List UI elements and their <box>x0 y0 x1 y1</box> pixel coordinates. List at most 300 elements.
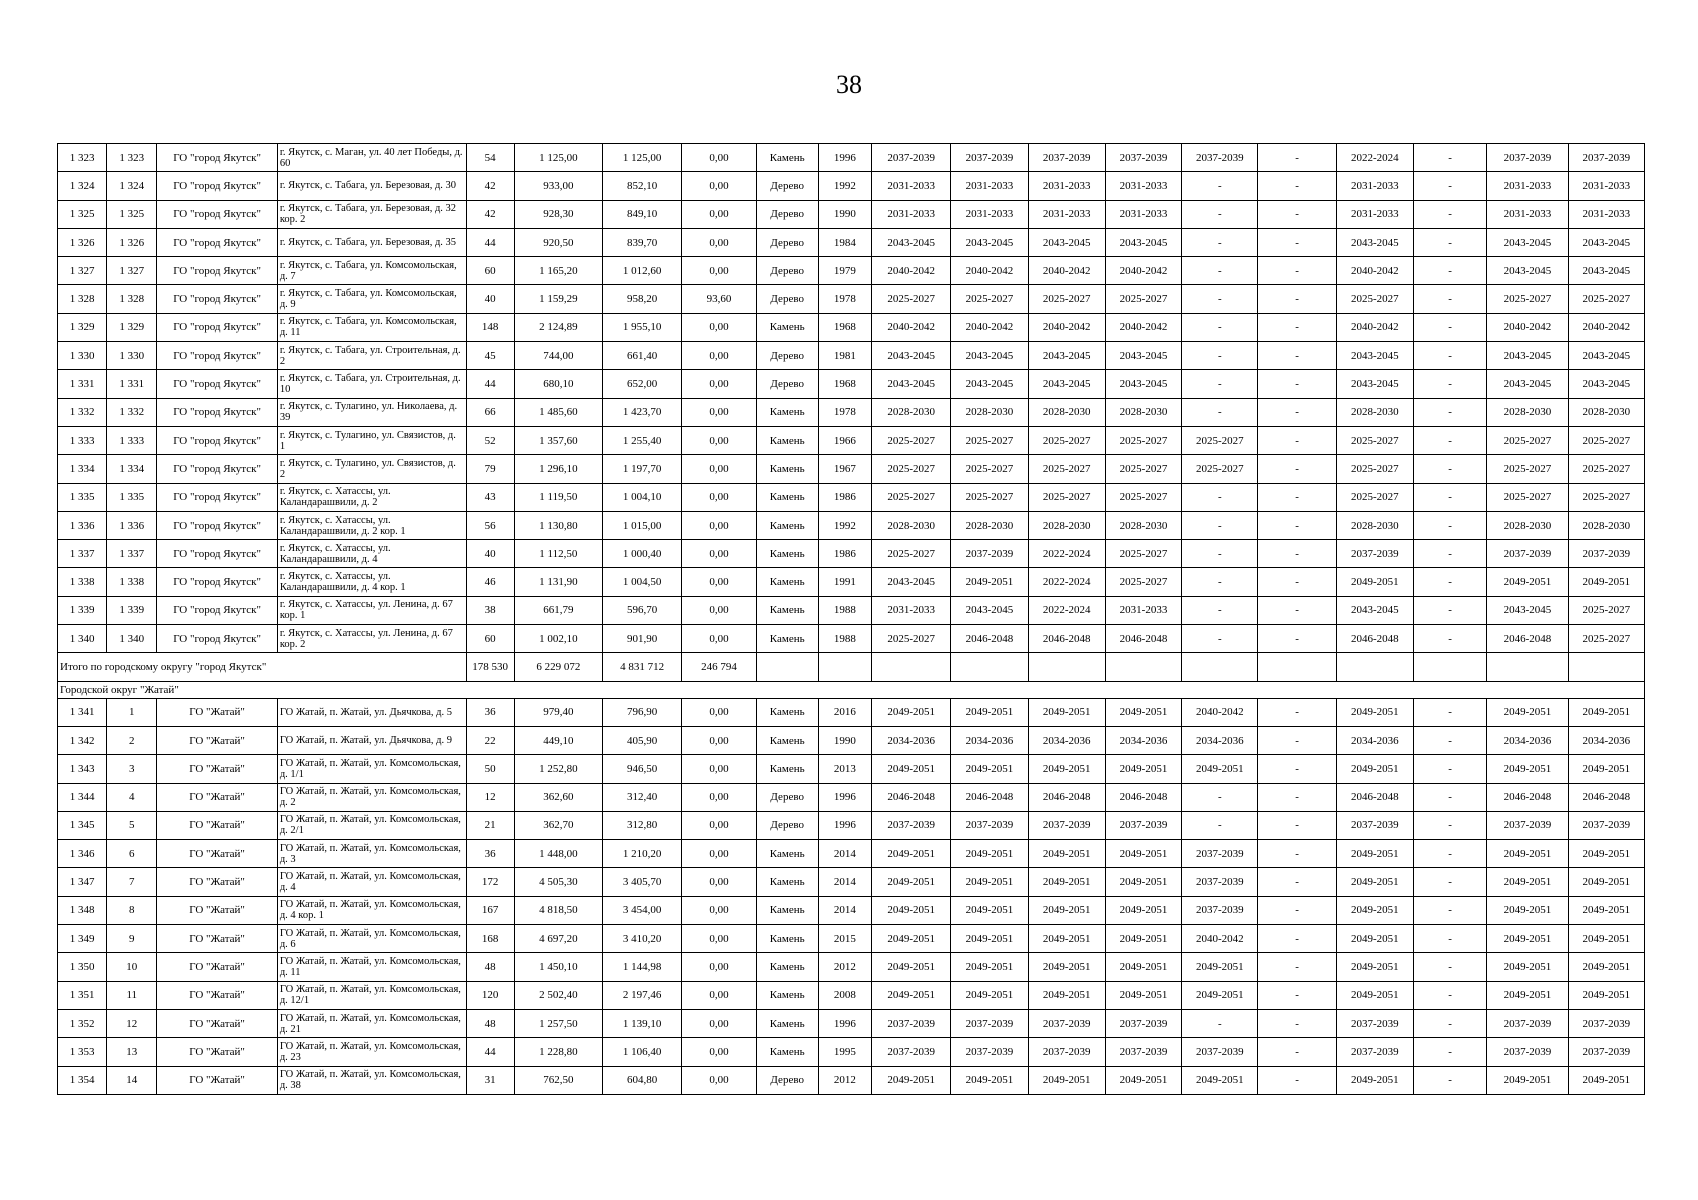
table-cell: 839,70 <box>603 228 682 256</box>
table-cell: 2014 <box>818 868 871 896</box>
table-cell: ГО "город Якутск" <box>157 228 277 256</box>
table-cell: ГО Жатай, п. Жатай, ул. Комсомольская, д. 21 <box>277 1009 466 1037</box>
table-cell: 0,00 <box>682 398 756 426</box>
table-cell: ГО "Жатай" <box>157 868 277 896</box>
table-cell: Дерево <box>756 172 818 200</box>
table-cell: 2049-2051 <box>1336 868 1413 896</box>
table-cell: 2025-2027 <box>1568 483 1644 511</box>
table-row <box>58 698 1645 726</box>
table-cell: 2016 <box>818 698 871 726</box>
table-cell: 2043-2045 <box>1028 342 1105 370</box>
table-row <box>58 1066 1645 1094</box>
table-cell: 21 <box>466 811 514 839</box>
table-cell: 2034-2036 <box>872 726 951 754</box>
table-cell: Дерево <box>756 228 818 256</box>
table-cell: - <box>1413 228 1486 256</box>
table-cell: 2 124,89 <box>514 313 602 341</box>
table-cell: 2049-2051 <box>872 925 951 953</box>
table-cell: 2025-2027 <box>1028 455 1105 483</box>
table-cell: ГО "Жатай" <box>157 698 277 726</box>
total-other-area: 246 794 <box>682 653 756 681</box>
table-cell: 2037-2039 <box>951 540 1028 568</box>
table-cell: - <box>1258 540 1336 568</box>
table-row <box>58 868 1645 896</box>
table-cell: - <box>1413 313 1486 341</box>
table-cell: 1988 <box>818 625 871 653</box>
table-cell: 2043-2045 <box>872 228 951 256</box>
table-cell: 1 351 <box>58 981 107 1009</box>
empty-cell <box>1487 653 1568 681</box>
table-cell: Камень <box>756 455 818 483</box>
table-cell: 2037-2039 <box>1182 144 1258 172</box>
table-cell: 120 <box>466 981 514 1009</box>
empty-cell <box>872 653 951 681</box>
empty-cell <box>1105 653 1181 681</box>
table-cell: 2049-2051 <box>951 953 1028 981</box>
table-cell: 2025-2027 <box>872 540 951 568</box>
table-cell: 1 343 <box>58 755 107 783</box>
table-cell: 1995 <box>818 1038 871 1066</box>
table-cell: 2031-2033 <box>1568 172 1644 200</box>
table-row <box>58 144 1645 172</box>
table-cell: 1990 <box>818 200 871 228</box>
table-cell: 2015 <box>818 925 871 953</box>
table-cell: 93,60 <box>682 285 756 313</box>
table-cell: 1 339 <box>58 596 107 624</box>
table-cell: 2013 <box>818 755 871 783</box>
table-cell: - <box>1258 698 1336 726</box>
table-cell: 0,00 <box>682 313 756 341</box>
table-cell: 6 <box>107 840 157 868</box>
table-cell: ГО "город Якутск" <box>157 625 277 653</box>
table-cell: г. Якутск, с. Маган, ул. 40 лет Победы, д. 60 <box>277 144 466 172</box>
table-cell: 2049-2051 <box>872 698 951 726</box>
table-cell: 42 <box>466 200 514 228</box>
table-cell: 2028-2030 <box>1028 398 1105 426</box>
table-cell: 148 <box>466 313 514 341</box>
table-cell: 2025-2027 <box>1105 483 1181 511</box>
table-cell: 2012 <box>818 1066 871 1094</box>
table-cell: 2037-2039 <box>951 144 1028 172</box>
table-cell: 2037-2039 <box>1487 1009 1568 1037</box>
table-cell: 2049-2051 <box>951 1066 1028 1094</box>
table-cell: 2031-2033 <box>872 172 951 200</box>
table-cell: 1 112,50 <box>514 540 602 568</box>
table-cell: 2040-2042 <box>1182 698 1258 726</box>
table-cell: Камень <box>756 511 818 539</box>
table-cell: - <box>1413 981 1486 1009</box>
table-cell: 2043-2045 <box>1487 342 1568 370</box>
table-cell: 2040-2042 <box>1336 313 1413 341</box>
table-row <box>58 783 1645 811</box>
table-cell: 0,00 <box>682 228 756 256</box>
table-row <box>58 811 1645 839</box>
table-cell: 4 <box>107 783 157 811</box>
table-cell: г. Якутск, с. Табага, ул. Комсомольская, д. 9 <box>277 285 466 313</box>
table-cell: 1 000,40 <box>603 540 682 568</box>
table-cell: Дерево <box>756 257 818 285</box>
table-cell: 1 255,40 <box>603 426 682 454</box>
table-cell: 2049-2051 <box>872 953 951 981</box>
table-cell: 8 <box>107 896 157 924</box>
table-cell: 0,00 <box>682 257 756 285</box>
table-cell: 1979 <box>818 257 871 285</box>
table-cell: 2046-2048 <box>1105 783 1181 811</box>
table-cell: ГО "город Якутск" <box>157 596 277 624</box>
table-cell: 0,00 <box>682 144 756 172</box>
table-cell: 2049-2051 <box>1487 755 1568 783</box>
table-cell: 1 323 <box>58 144 107 172</box>
table-cell: - <box>1413 698 1486 726</box>
table-cell: Камень <box>756 726 818 754</box>
table-cell: 1 324 <box>107 172 157 200</box>
table-cell: 1 <box>107 698 157 726</box>
table-cell: 0,00 <box>682 172 756 200</box>
table-cell: 4 818,50 <box>514 896 602 924</box>
table-cell: 1 197,70 <box>603 455 682 483</box>
table-cell: 2025-2027 <box>1028 483 1105 511</box>
table-cell: - <box>1413 625 1486 653</box>
table-row <box>58 981 1645 1009</box>
table-cell: 2046-2048 <box>872 783 951 811</box>
table-cell: 44 <box>466 1038 514 1066</box>
table-cell: 1 139,10 <box>603 1009 682 1037</box>
table-cell: 2025-2027 <box>1568 426 1644 454</box>
table-cell: 1 325 <box>58 200 107 228</box>
table-cell: 1 336 <box>107 511 157 539</box>
table-cell: 2049-2051 <box>1487 1066 1568 1094</box>
table-cell: 1 327 <box>58 257 107 285</box>
table-cell: - <box>1258 596 1336 624</box>
table-cell: 2049-2051 <box>1487 840 1568 868</box>
table-cell: 1 352 <box>58 1009 107 1037</box>
table-cell: ГО "Жатай" <box>157 811 277 839</box>
table-cell: 2043-2045 <box>1105 370 1181 398</box>
table-cell: 405,90 <box>603 726 682 754</box>
table-cell: 2040-2042 <box>1487 313 1568 341</box>
table-cell: - <box>1413 868 1486 896</box>
table-cell: 2049-2051 <box>1028 698 1105 726</box>
total-residents: 178 530 <box>466 653 514 681</box>
table-cell: 1 485,60 <box>514 398 602 426</box>
table-cell: Камень <box>756 755 818 783</box>
table-cell: 1 332 <box>107 398 157 426</box>
table-cell: 2037-2039 <box>1105 144 1181 172</box>
table-cell: 2049-2051 <box>1182 953 1258 981</box>
table-cell: 1978 <box>818 285 871 313</box>
table-cell: 2037-2039 <box>1028 144 1105 172</box>
table-cell: 2037-2039 <box>1568 1038 1644 1066</box>
table-cell: 2049-2051 <box>1105 925 1181 953</box>
table-cell: 2037-2039 <box>1028 1009 1105 1037</box>
table-cell: 1 004,50 <box>603 568 682 596</box>
table-cell: 2025-2027 <box>872 285 951 313</box>
table-cell: - <box>1413 953 1486 981</box>
table-cell: 2049-2051 <box>1487 925 1568 953</box>
table-cell: ГО Жатай, п. Жатай, ул. Комсомольская, д. 23 <box>277 1038 466 1066</box>
table-cell: 2049-2051 <box>1336 981 1413 1009</box>
table-cell: 2025-2027 <box>951 455 1028 483</box>
table-cell: - <box>1413 342 1486 370</box>
table-cell: ГО "Жатай" <box>157 925 277 953</box>
table-cell: - <box>1413 596 1486 624</box>
table-cell: 2049-2051 <box>1028 953 1105 981</box>
table-cell: 2025-2027 <box>872 625 951 653</box>
table-cell: 2040-2042 <box>872 257 951 285</box>
table-cell: 44 <box>466 370 514 398</box>
table-cell: 762,50 <box>514 1066 602 1094</box>
table-cell: 43 <box>466 483 514 511</box>
table-cell: 920,50 <box>514 228 602 256</box>
table-cell: - <box>1182 172 1258 200</box>
table-cell: 2014 <box>818 840 871 868</box>
table-row <box>58 398 1645 426</box>
table-cell: 1 337 <box>58 540 107 568</box>
table-cell: 2049-2051 <box>1487 953 1568 981</box>
table-cell: 0,00 <box>682 625 756 653</box>
table-cell: 2049-2051 <box>872 755 951 783</box>
table-cell: ГО Жатай, п. Жатай, ул. Комсомольская, д. 38 <box>277 1066 466 1094</box>
table-cell: 2034-2036 <box>1568 726 1644 754</box>
empty-cell <box>951 653 1028 681</box>
table-cell: - <box>1413 568 1486 596</box>
table-cell: 1996 <box>818 783 871 811</box>
table-cell: 2028-2030 <box>1336 398 1413 426</box>
table-cell: 1 257,50 <box>514 1009 602 1037</box>
table-cell: г. Якутск, с. Тулагино, ул. Связистов, д. 1 <box>277 426 466 454</box>
table-cell: г. Якутск, с. Табага, ул. Березовая, д. 35 <box>277 228 466 256</box>
table-cell: 1 345 <box>58 811 107 839</box>
table-cell: 2043-2045 <box>951 596 1028 624</box>
table-cell: 2049-2051 <box>872 1066 951 1094</box>
table-cell: 1 448,00 <box>514 840 602 868</box>
table-cell: 2031-2033 <box>1028 200 1105 228</box>
table-cell: 1996 <box>818 811 871 839</box>
table-cell: 2040-2042 <box>872 313 951 341</box>
table-cell: 11 <box>107 981 157 1009</box>
table-cell: - <box>1413 925 1486 953</box>
table-row <box>58 896 1645 924</box>
table-cell: 7 <box>107 868 157 896</box>
table-cell: 0,00 <box>682 455 756 483</box>
table-cell: 2037-2039 <box>1182 840 1258 868</box>
table-cell: 901,90 <box>603 625 682 653</box>
table-cell: 2049-2051 <box>1336 840 1413 868</box>
table-cell: 1 130,80 <box>514 511 602 539</box>
table-cell: 2049-2051 <box>1568 568 1644 596</box>
table-cell: 0,00 <box>682 868 756 896</box>
table-cell: 2037-2039 <box>1105 1038 1181 1066</box>
table-cell: 2022-2024 <box>1028 568 1105 596</box>
table-cell: 2037-2039 <box>951 811 1028 839</box>
table-cell: 2028-2030 <box>1105 398 1181 426</box>
table-cell: г. Якутск, с. Хатассы, ул. Ленина, д. 67 кор. 2 <box>277 625 466 653</box>
table-cell: 2037-2039 <box>1487 144 1568 172</box>
table-cell: 52 <box>466 426 514 454</box>
table-cell: - <box>1258 755 1336 783</box>
table-cell: 1 252,80 <box>514 755 602 783</box>
section-header: Городской округ "Жатай" <box>58 681 1645 698</box>
table-cell: - <box>1258 981 1336 1009</box>
table-cell: 2049-2051 <box>1105 981 1181 1009</box>
table-cell: ГО "Жатай" <box>157 1009 277 1037</box>
table-cell: 2046-2048 <box>1487 625 1568 653</box>
table-cell: 2040-2042 <box>1028 257 1105 285</box>
table-cell: 1 106,40 <box>603 1038 682 1066</box>
table-cell: 1 228,80 <box>514 1038 602 1066</box>
table-cell: 2037-2039 <box>1487 811 1568 839</box>
table-cell: 2043-2045 <box>951 342 1028 370</box>
table-cell: 2043-2045 <box>872 342 951 370</box>
table-cell: 2028-2030 <box>951 398 1028 426</box>
table-cell: 1992 <box>818 172 871 200</box>
table-row <box>58 172 1645 200</box>
table-cell: ГО "город Якутск" <box>157 172 277 200</box>
table-cell: 2014 <box>818 896 871 924</box>
table-cell: - <box>1413 483 1486 511</box>
table-cell: ГО Жатай, п. Жатай, ул. Дьячкова, д. 9 <box>277 726 466 754</box>
table-cell: 0,00 <box>682 1066 756 1094</box>
table-cell: г. Якутск, с. Хатассы, ул. Каландарашвили, д. 2 <box>277 483 466 511</box>
table-cell: 40 <box>466 540 514 568</box>
table-cell: 2028-2030 <box>1487 398 1568 426</box>
table-cell: 946,50 <box>603 755 682 783</box>
table-cell: 1967 <box>818 455 871 483</box>
table-cell: Камень <box>756 868 818 896</box>
table-cell: 652,00 <box>603 370 682 398</box>
table-cell: 1 328 <box>107 285 157 313</box>
table-cell: 2025-2027 <box>1105 455 1181 483</box>
table-cell: 36 <box>466 840 514 868</box>
table-cell: 2043-2045 <box>951 370 1028 398</box>
table-cell: 2037-2039 <box>872 811 951 839</box>
table-cell: 1 210,20 <box>603 840 682 868</box>
table-cell: 2049-2051 <box>951 868 1028 896</box>
table-cell: 2025-2027 <box>1487 285 1568 313</box>
table-cell: г. Якутск, с. Табага, ул. Строительная, д. 2 <box>277 342 466 370</box>
table-cell: 796,90 <box>603 698 682 726</box>
table-cell: 2037-2039 <box>1568 811 1644 839</box>
table-cell: 596,70 <box>603 596 682 624</box>
table-cell: 2049-2051 <box>1568 755 1644 783</box>
table-cell: - <box>1258 726 1336 754</box>
table-cell: 362,70 <box>514 811 602 839</box>
table-cell: Камень <box>756 981 818 1009</box>
table-cell: 2 <box>107 726 157 754</box>
table-cell: Камень <box>756 313 818 341</box>
table-cell: 1 015,00 <box>603 511 682 539</box>
table-cell: 2031-2033 <box>1105 172 1181 200</box>
table-cell: 2025-2027 <box>1028 285 1105 313</box>
table-cell: - <box>1413 1009 1486 1037</box>
table-cell: 2049-2051 <box>1182 981 1258 1009</box>
zhatay-rows <box>58 698 1645 1094</box>
table-cell: 1 159,29 <box>514 285 602 313</box>
table-cell: 2049-2051 <box>1105 698 1181 726</box>
table-cell: - <box>1182 483 1258 511</box>
table-cell: - <box>1182 370 1258 398</box>
table-cell: 1 330 <box>107 342 157 370</box>
table-cell: 2037-2039 <box>1336 811 1413 839</box>
table-cell: 2028-2030 <box>1568 398 1644 426</box>
table-cell: 2049-2051 <box>1336 1066 1413 1094</box>
table-cell: 2031-2033 <box>872 200 951 228</box>
table-cell: 2049-2051 <box>1336 698 1413 726</box>
table-cell: 1984 <box>818 228 871 256</box>
table-cell: ГО "Жатай" <box>157 783 277 811</box>
table-cell: 48 <box>466 953 514 981</box>
table-cell: 1 335 <box>107 483 157 511</box>
table-cell: 1 334 <box>58 455 107 483</box>
table-cell: ГО "город Якутск" <box>157 257 277 285</box>
table-cell: 1 327 <box>107 257 157 285</box>
table-cell: 661,40 <box>603 342 682 370</box>
table-cell: - <box>1258 172 1336 200</box>
table-cell: 2043-2045 <box>872 568 951 596</box>
table-cell: 2025-2027 <box>1568 596 1644 624</box>
table-cell: 2043-2045 <box>1336 342 1413 370</box>
table-cell: - <box>1258 313 1336 341</box>
table-cell: 0,00 <box>682 426 756 454</box>
table-cell: Камень <box>756 144 818 172</box>
table-row <box>58 625 1645 653</box>
table-cell: 362,60 <box>514 783 602 811</box>
table-cell: 2043-2045 <box>1028 228 1105 256</box>
total-living-area: 4 831 712 <box>603 653 682 681</box>
table-cell: г. Якутск, с. Табага, ул. Березовая, д. 30 <box>277 172 466 200</box>
table-cell: 2025-2027 <box>872 426 951 454</box>
table-cell: 2043-2045 <box>1336 596 1413 624</box>
table-cell: 2049-2051 <box>1028 840 1105 868</box>
table-cell: 0,00 <box>682 1038 756 1066</box>
table-row <box>58 540 1645 568</box>
table-cell: 1 002,10 <box>514 625 602 653</box>
table-cell: 2049-2051 <box>951 755 1028 783</box>
table-cell: ГО "город Якутск" <box>157 200 277 228</box>
table-cell: 1996 <box>818 144 871 172</box>
table-cell: 1 338 <box>107 568 157 596</box>
table-row <box>58 511 1645 539</box>
table-cell: 1 131,90 <box>514 568 602 596</box>
table-cell: 2025-2027 <box>1568 625 1644 653</box>
table-cell: 2043-2045 <box>1487 228 1568 256</box>
table-cell: 2040-2042 <box>1336 257 1413 285</box>
table-cell: 2 197,46 <box>603 981 682 1009</box>
table-cell: 2031-2033 <box>1568 200 1644 228</box>
table-cell: ГО "город Якутск" <box>157 313 277 341</box>
table-cell: - <box>1182 398 1258 426</box>
table-row <box>58 483 1645 511</box>
table-cell: 2034-2036 <box>1487 726 1568 754</box>
table-cell: 2008 <box>818 981 871 1009</box>
empty-cell <box>1413 653 1486 681</box>
table-cell: - <box>1413 200 1486 228</box>
table-cell: г. Якутск, с. Хатассы, ул. Ленина, д. 67 кор. 1 <box>277 596 466 624</box>
table-cell: 1 331 <box>107 370 157 398</box>
table-cell: 2043-2045 <box>1487 370 1568 398</box>
table-cell: 2043-2045 <box>1568 257 1644 285</box>
table-cell: 2028-2030 <box>872 511 951 539</box>
table-cell: г. Якутск, с. Табага, ул. Комсомольская, д. 11 <box>277 313 466 341</box>
table-cell: ГО "город Якутск" <box>157 398 277 426</box>
table-cell: Камень <box>756 625 818 653</box>
table-row <box>58 840 1645 868</box>
table-cell: Дерево <box>756 285 818 313</box>
table-cell: 14 <box>107 1066 157 1094</box>
table-cell: 2025-2027 <box>1182 455 1258 483</box>
table-cell: 2037-2039 <box>1182 1038 1258 1066</box>
table-cell: 2025-2027 <box>1487 483 1568 511</box>
